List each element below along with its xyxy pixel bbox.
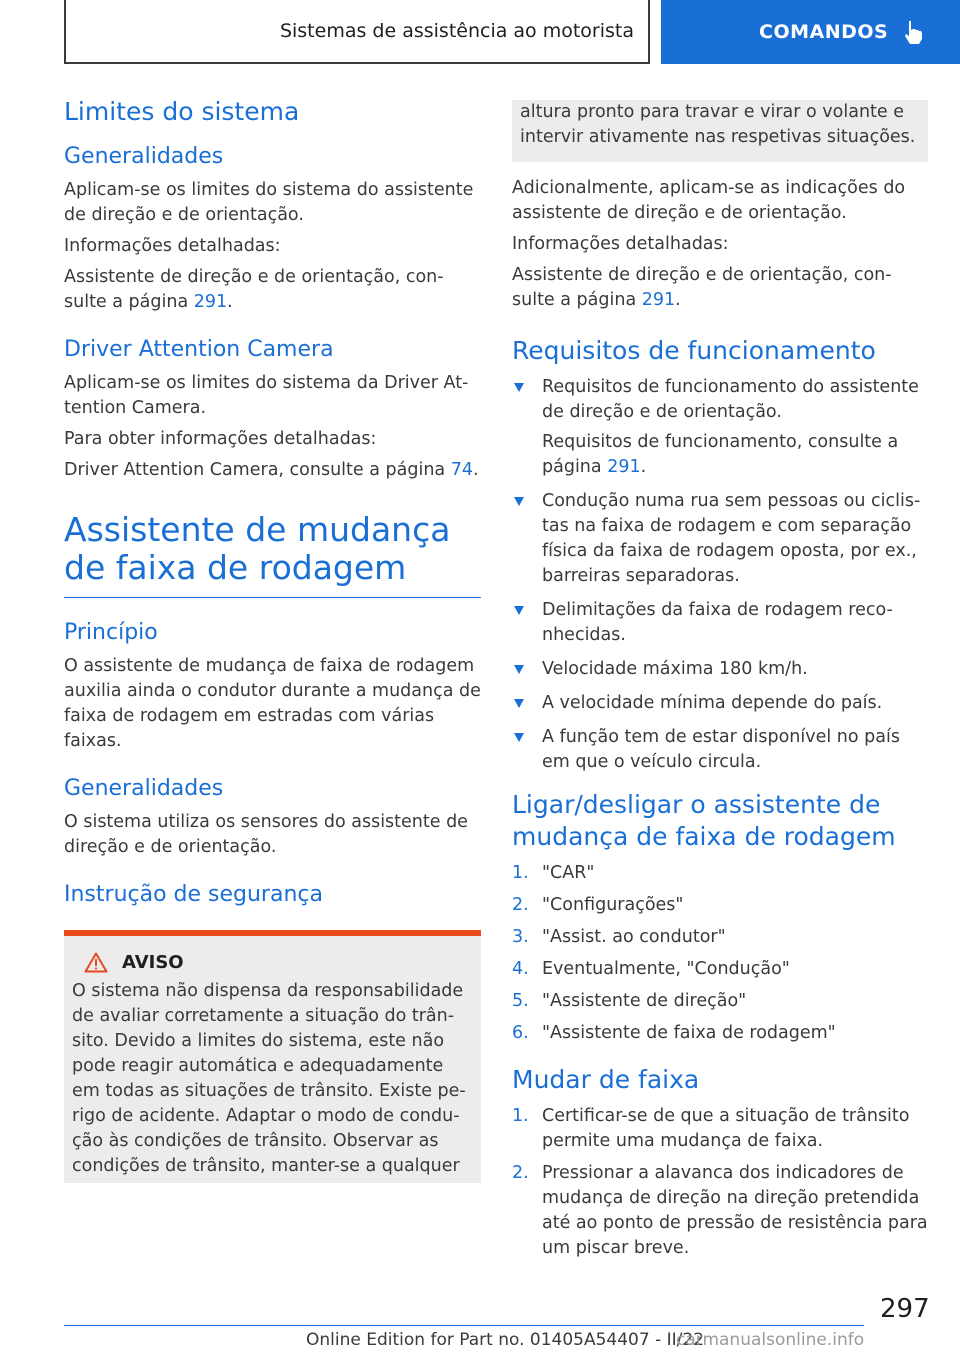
- warning-box: [64, 936, 481, 1183]
- warning-text: O sistema não dispensa da responsabilidade de avaliar corretamente a situação do trân-sito. Devido a limites do sistema, este não pode reagir automática e adequadamente em todas as situações de trânsito. Existe pe-rigo de acidente. Adaptar o modo de condu-ção às condições de trânsito. Observar as condições de trânsito, manter-se a qualquer: [72, 981, 466, 1176]
- main-title: Assistente de mudança de faixa de rodagem: [64, 511, 481, 598]
- list-item: 3. "Assist. ao condutor": [512, 927, 726, 947]
- footer-divider: [64, 1325, 864, 1326]
- list-item: 6. "Assistente de faixa de rodagem": [512, 1023, 836, 1043]
- triangle-bullet-icon: [514, 665, 524, 674]
- paragraph: Aplicam-se os limites do sistema da Driver At-tention Camera.: [64, 373, 469, 418]
- paragraph: Assistente de direção e de orientação, con-sulte a página 291.: [64, 267, 444, 312]
- warning-header: [84, 952, 473, 973]
- header-chapter-title: COMANDOS: [759, 21, 889, 43]
- list-item: 1. Certificar-se de que a situação de trânsito permite uma mudança de faixa.: [512, 1106, 910, 1151]
- paragraph: O assistente de mudança de faixa de rodagem auxilia ainda o condutor durante a mudança de faixa de rodagem em estradas com várias faixas.: [64, 656, 481, 751]
- page-link[interactable]: 291: [193, 292, 228, 312]
- triangle-bullet-icon: [514, 733, 524, 742]
- generalities-title: Generalidades: [64, 776, 224, 801]
- list-item: Velocidade máxima 180 km/h.: [512, 657, 928, 682]
- list-item: Requisitos de funcionamento do assistente de direção e de orientação. Requisitos de funcionamento, consulte a página 291.: [512, 375, 928, 480]
- paragraph: O sistema utiliza os sensores do assistente de direção e de orientação.: [64, 812, 468, 857]
- onoff-title: Ligar/desligar o assistente de mudança de faixa de rodagem: [512, 790, 896, 851]
- list-item: 5. "Assistente de direção": [512, 991, 747, 1011]
- safety-title: Instrução de segurança: [64, 882, 323, 907]
- paragraph: Informações detalhadas:: [512, 234, 729, 254]
- list-item: 2. Pressionar a alavanca dos indicadores de mudança de direção na direção pretendida até ao ponto de pressão de resistência para um piscar breve.: [512, 1163, 928, 1258]
- hand-pointer-icon: [902, 19, 924, 45]
- paragraph: Assistente de direção e de orientação, con-sulte a página 291.: [512, 265, 892, 310]
- list-item: 4. Eventualmente, "Condução": [512, 959, 790, 979]
- list-item: A velocidade mínima depende do país.: [512, 691, 928, 716]
- generalities-title: Generalidades: [64, 144, 224, 169]
- warning-text: altura pronto para travar e virar o volante e intervir ativamente nas respetivas situações.: [520, 102, 916, 147]
- limits-title: Limites do sistema: [64, 97, 300, 126]
- warning-label: AVISO: [122, 952, 184, 973]
- triangle-bullet-icon: [514, 383, 524, 392]
- paragraph: Driver Attention Camera, consulte a página 74.: [64, 460, 479, 480]
- header-section-title: Sistemas de assistência ao motorista: [279, 20, 634, 42]
- page-link[interactable]: 74: [450, 460, 473, 480]
- page-number: 297: [880, 1294, 930, 1324]
- paragraph: Para obter informações detalhadas:: [64, 429, 377, 449]
- change-lane-title: Mudar de faixa: [512, 1065, 700, 1094]
- right-column: [512, 102, 928, 1268]
- triangle-bullet-icon: [514, 606, 524, 615]
- paragraph: Adicionalmente, aplicam-se as indicações do assistente de direção e de orientação.: [512, 178, 906, 223]
- list-item: 2. "Configurações": [512, 895, 684, 915]
- edition-text: Online Edition for Part no. 01405A54407 - II/22: [306, 1330, 705, 1350]
- header-section: [64, 0, 650, 64]
- list-sub-text: Requisitos de funcionamento, consulte a página 291.: [542, 432, 899, 477]
- triangle-bullet-icon: [514, 699, 524, 708]
- paragraph: Informações detalhadas:: [64, 236, 281, 256]
- principle-title: Princípio: [64, 620, 158, 645]
- watermark: carmanualsonline.info: [676, 1330, 865, 1350]
- page-link[interactable]: 291: [641, 290, 676, 310]
- page-link[interactable]: 291: [607, 457, 641, 477]
- list-item: Delimitações da faixa de rodagem reco-nhecidas.: [512, 598, 928, 648]
- header-chapter: [661, 0, 960, 64]
- paragraph: Aplicam-se os limites do sistema do assistente de direção e de orientação.: [64, 180, 474, 225]
- warning-box-continued: [512, 100, 928, 162]
- warning-icon: [84, 952, 108, 973]
- left-column: [64, 96, 481, 1183]
- triangle-bullet-icon: [514, 497, 524, 506]
- list-item: A função tem de estar disponível no país em que o veículo circula.: [512, 725, 928, 775]
- onoff-steps: [512, 861, 928, 1046]
- requirements-title: Requisitos de funcionamento: [512, 336, 876, 365]
- list-item: 1. "CAR": [512, 863, 595, 883]
- requirements-list: [512, 375, 928, 775]
- dac-title: Driver Attention Camera: [64, 337, 334, 362]
- list-item: Condução numa rua sem pessoas ou ciclis-tas na faixa de rodagem e com separação física da faixa de rodagem oposta, por ex., barreiras separadoras.: [512, 489, 928, 589]
- change-lane-steps: [512, 1104, 928, 1261]
